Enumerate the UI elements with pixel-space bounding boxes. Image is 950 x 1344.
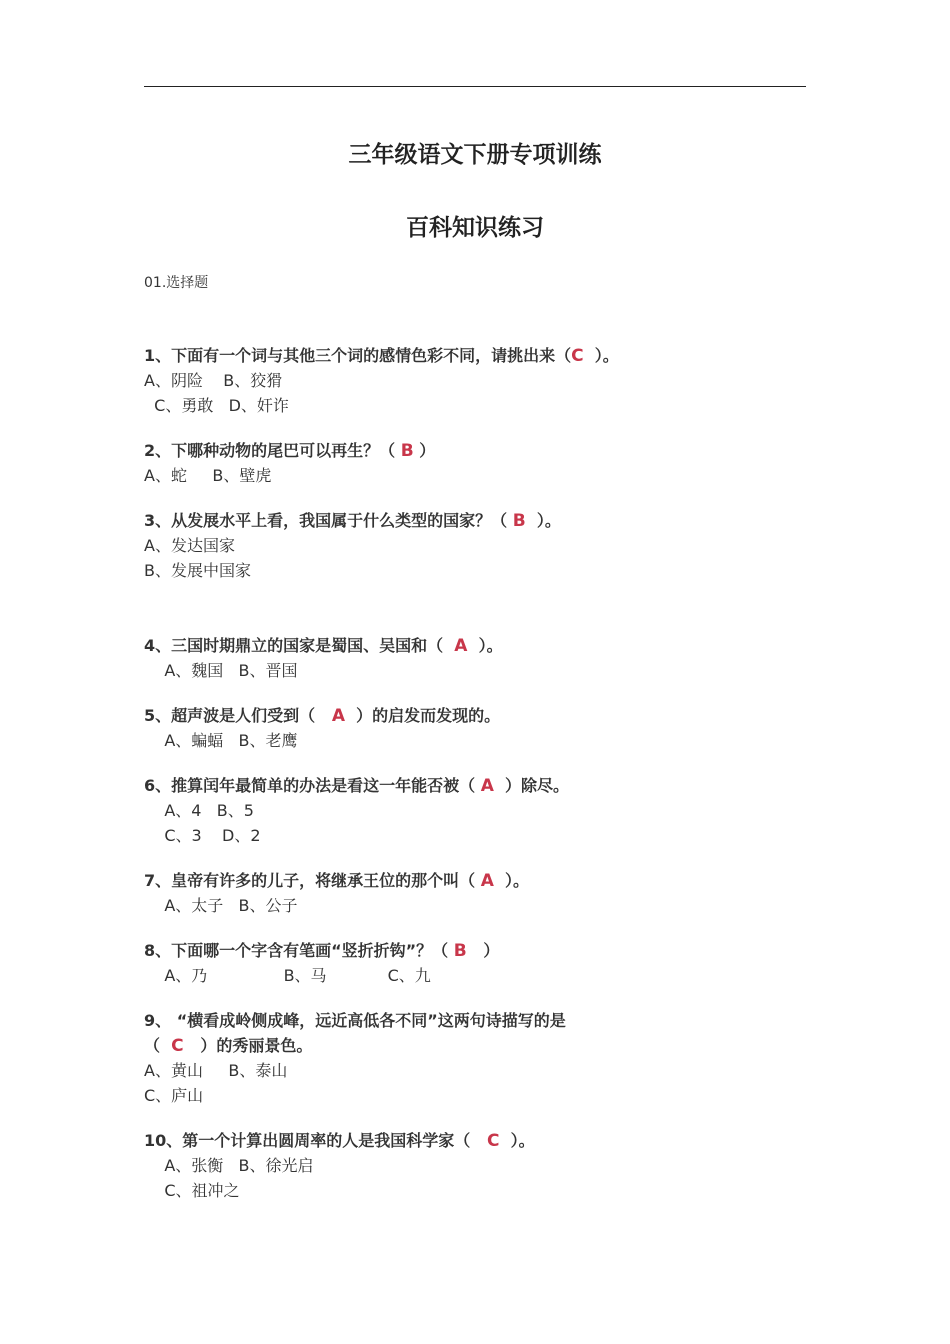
question-3 <box>144 511 561 531</box>
question-9-line-2 <box>144 1036 312 1056</box>
question-8-answer: B <box>453 941 467 961</box>
question-9-answer: C <box>171 1036 184 1056</box>
question-2-text: 2、下哪种动物的尾巴可以再生？（ <box>144 441 401 460</box>
question-10-options-2: C、祖冲之 <box>144 1181 240 1200</box>
question-7-text: 7、皇帝有许多的儿子，将继承王位的那个叫（ <box>144 871 481 890</box>
document-title: 三年级语文下册专项训练 <box>348 142 602 168</box>
question-5-options-1: A、蝙蝠 B、老鹰 <box>144 731 298 750</box>
question-10-text-end: ）。 <box>499 1131 535 1150</box>
question-9 <box>144 1011 566 1031</box>
question-3-text: 3、从发展水平上看，我国属于什么类型的国家？（ <box>144 511 513 530</box>
question-9-text-end: ）的秀丽景色。 <box>183 1036 313 1055</box>
question-1-options-1: A、阴险 B、狡猾 <box>144 371 283 390</box>
question-10 <box>144 1131 535 1151</box>
header-rule <box>144 86 806 87</box>
question-9-text-2: （ <box>144 1036 172 1055</box>
question-6-answer: A <box>480 776 494 796</box>
question-6-text: 6、推算闰年最简单的办法是看这一年能否被（ <box>144 776 481 795</box>
document-subtitle: 百科知识练习 <box>406 215 544 241</box>
question-6-text-end: ）除尽。 <box>493 776 570 795</box>
question-6 <box>144 776 569 796</box>
question-1-text-end: ）。 <box>583 346 619 365</box>
question-1-options-2: C、勇敢 D、奸诈 <box>144 396 289 415</box>
question-9-options-2: C、庐山 <box>144 1086 204 1105</box>
question-3-options-1: A、发达国家 <box>144 536 235 555</box>
question-9-options-1: A、黄山 B、泰山 <box>144 1061 288 1080</box>
question-7-answer: A <box>480 871 494 891</box>
question-5-text-end: ）的启发而发现的。 <box>345 706 501 725</box>
question-2-options-1: A、蛇 B、壁虎 <box>144 466 272 485</box>
question-8 <box>144 941 499 961</box>
question-1-text: 1、下面有一个词与其他三个词的感情色彩不同，请挑出来（ <box>144 346 572 365</box>
question-8-text: 8、下面哪一个字含有笔画“竖折折钩”？（ <box>144 941 454 960</box>
question-4 <box>144 636 503 656</box>
question-5-text: 5、超声波是人们受到（ <box>144 706 332 725</box>
question-5 <box>144 706 500 726</box>
question-4-answer: A <box>454 636 468 656</box>
question-10-text: 10、第一个计算出圆周率的人是我国科学家（ <box>144 1131 487 1150</box>
question-2-answer: B <box>400 441 414 461</box>
question-1-answer: C <box>571 346 584 366</box>
question-2-text-end: ） <box>413 441 436 460</box>
question-7-options-1: A、太子 B、公子 <box>144 896 298 915</box>
question-1 <box>144 346 619 366</box>
question-5-answer: A <box>331 706 346 726</box>
question-7 <box>144 871 529 891</box>
question-10-options-1: A、张衡 B、徐光启 <box>144 1156 314 1175</box>
question-4-text: 4、三国时期鼎立的国家是蜀国、吴国和（ <box>144 636 455 655</box>
question-3-answer: B <box>512 511 526 531</box>
question-4-options-1: A、魏国 B、晋国 <box>144 661 298 680</box>
question-6-options-1: A、4 B、5 <box>144 801 254 820</box>
question-9-text: 9、 “横看成岭侧成峰，远近高低各不同”这两句诗描写的是 <box>144 1011 566 1030</box>
section-label: 01.选择题 <box>144 275 209 291</box>
question-4-text-end: ）。 <box>467 636 503 655</box>
question-7-text-end: ）。 <box>493 871 530 890</box>
question-2 <box>144 441 435 461</box>
question-8-options-1: A、乃 B、马 C、九 <box>144 966 431 985</box>
question-3-options-2: B、发展中国家 <box>144 561 251 580</box>
question-6-options-2: C、3 D、2 <box>144 826 261 845</box>
question-10-answer: C <box>486 1131 500 1151</box>
question-3-text-end: ）。 <box>525 511 561 530</box>
question-8-text-end: ） <box>466 941 500 960</box>
